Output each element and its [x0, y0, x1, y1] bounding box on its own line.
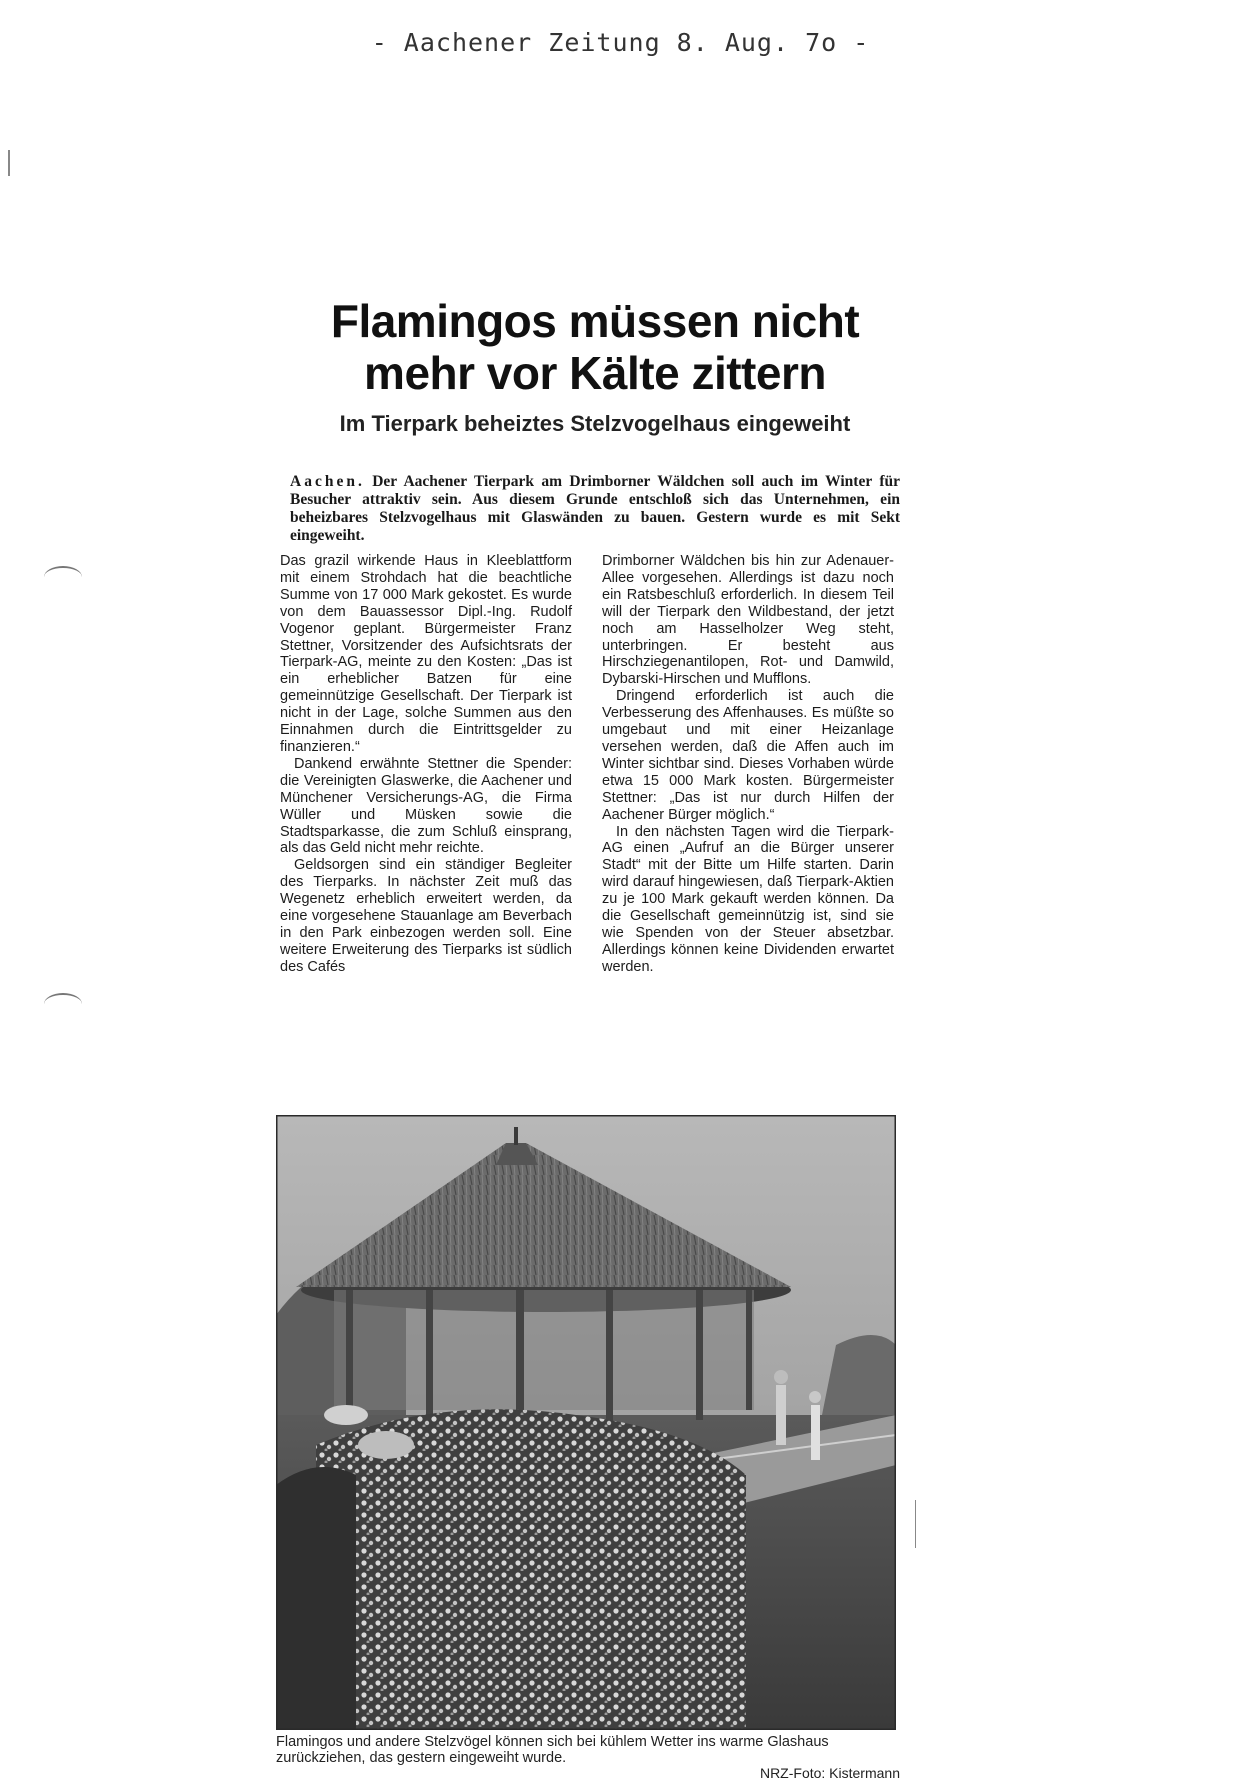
body-paragraph: Dankend erwähnte Stettner die Spender: die Vereinigten Glaswerke, die Aachener und Münchener Versicherungs-AG, die Firma Wüller und Müsken sowie die Stadtsparkasse, die zum Schluß einsprang, als das Geld nicht mehr reichte.: [280, 755, 572, 857]
headline: [280, 295, 910, 399]
stilt-bird-house-photo: [276, 1115, 896, 1730]
body-paragraph: Dringend erforderlich ist auch die Verbesserung des Affenhauses. Es müßte so umgebaut und mit einer Heizanlage versehen werden, daß die Affen auch im Winter sichtbar sind. Dieses Vorhaben würde etwa 15 000 Mark kosten. Bürgermeister Stettner: „Das ist nur durch Hilfen der Aachener Bürger möglich.“: [602, 688, 894, 823]
newspaper-clipping: [276, 285, 910, 1781]
newspaper-source-header: - Aachener Zeitung 8. Aug. 7o -: [371, 28, 870, 57]
punch-hole-mark: [44, 566, 82, 588]
photo-credit: NRZ-Foto: Kistermann: [759, 1765, 900, 1781]
body-paragraph: In den nächsten Tagen wird die Tierpark-AG einen „Aufruf an die Bürger unserer Stadt“ mit der Bitte um Hilfe starten. Darin wird darauf hingewiesen, daß Tierpark-Aktien zu je 100 Mark gekauft werden können. Da die Gesellschaft gemeinnützig ist, sind sie wie Spenden von der Steuer absetzbar. Allerdings können keine Dividenden erwartet werden.: [602, 823, 894, 975]
headline-line-2: mehr vor Kälte zittern: [364, 347, 826, 399]
scan-edge-mark: [915, 1500, 916, 1548]
photo-caption: Flamingos und andere Stelzvögel können sich bei kühlem Wetter ins warme Glashaus zurückziehen, das gestern eingeweiht wurde.: [276, 1734, 829, 1766]
article-photo: [276, 1115, 896, 1730]
body-paragraph: Das grazil wirkende Haus in Kleeblattform mit einem Strohdach hat die beachtliche Summe von 17 000 Mark gekostet. Es wurde von dem Bauassessor Dipl.-Ing. Rudolf Vogenor geplant. Bürgermeister Franz Stettner, Vorsitzender des Aufsichtsrats der Tierpark-AG, meinte zu den Kosten: „Das ist ein erheblicher Batzen für eine gemeinnützige Gesellschaft. Der Tierpark ist nicht in der Lage, solche Summen aus den Einnahmen durch die Eintrittsgelder zu finanzieren.“: [280, 553, 572, 755]
article-column-left: [280, 553, 572, 976]
scan-edge-mark: [8, 150, 10, 176]
dateline: Aachen.: [290, 473, 365, 490]
article-column-right: [602, 553, 894, 976]
body-paragraph: Geldsorgen sind ein ständiger Begleiter des Tierparks. In nächster Zeit muß das Wegenetz erheblich erweitert werden, da eine vorgesehene Stauanlage am Beverbach in den Park einbezogen werden soll. Eine weitere Erweiterung des Tierparks ist südlich des Cafés: [280, 857, 572, 975]
lead-text: Der Aachener Tierpark am Drimborner Wäldchen soll auch im Winter für Besucher attraktiv sein. Aus diesem Grunde entschloß sich das Unternehmen, ein beheizbares Stelzvogelhaus mit Glaswänden zu bauen. Gestern wurde es mit Sekt eingeweiht.: [290, 473, 901, 544]
body-paragraph: Drimborner Wäldchen bis hin zur Adenauer-Allee vorgesehen. Allerdings ist dazu noch ein Ratsbeschluß erforderlich. In diesem Teil will der Tierpark den Wildbestand, der jetzt noch am Hasselholzer Weg steht, unterbringen. Er besteht aus Hirschziegenantilopen, Rot- und Damwild, Dybarski-Hirschen und Mufflons.: [602, 553, 894, 688]
headline-line-1: Flamingos müssen nicht: [330, 295, 860, 347]
punch-hole-mark: [44, 993, 82, 1015]
lead-paragraph: [290, 473, 900, 545]
subheadline: Im Tierpark beheiztes Stelzvogelhaus eingeweiht: [339, 411, 851, 436]
